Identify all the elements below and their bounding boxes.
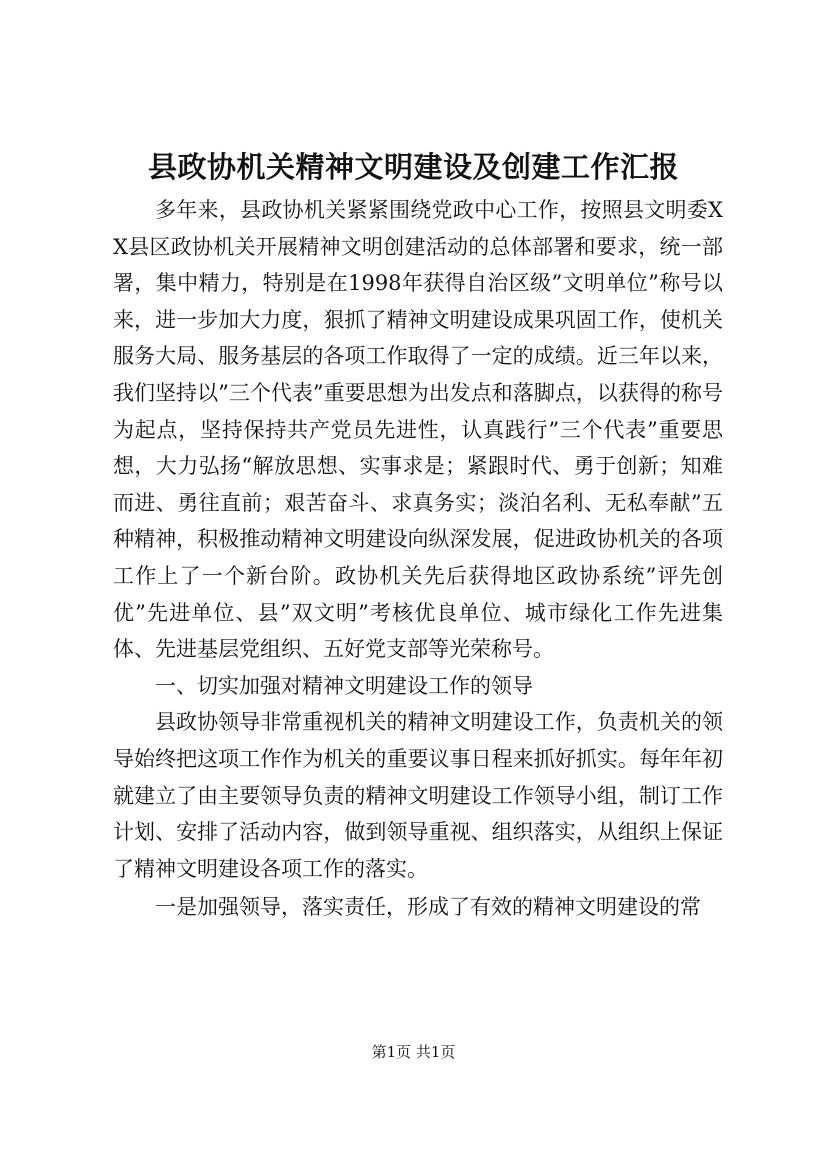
document-body	[113, 192, 723, 926]
paragraph-leadership: 县政协领导非常重视机关的精神文明建设工作，负责机关的领导始终把这项工作作为机关的重要议事日程来抓好抓实。每年年初就建立了由主要领导负责的精神文明建设工作领导小组，制订工作计划、安排了活动内容，做到领导重视、组织落实，从组织上保证了精神文明建设各项工作的落实。	[113, 710, 723, 881]
page-number-footer: 第1页 共1页	[371, 1043, 456, 1061]
paragraph-intro: 多年来，县政协机关紧紧围绕党政中心工作，按照县文明委XX县区政协机关开展精神文明创建活动的总体部署和要求，统一部署，集中精力，特别是在1998年获得自治区级”文明单位”称号以来，进一步加大力度，狠抓了精神文明建设成果巩固工作，使机关服务大局、服务基层的各项工作取得了一定的成绩。近三年以来，我们坚持以”三个代表”重要思想为出发点和落脚点，以获得的称号为起点，坚持保持共产党员先进性，认真践行”三个代表”重要思想，大力弘扬“解放思想、实事求是；紧跟时代、勇于创新；知难而进、勇往直前；艰苦奋斗、求真务实；淡泊名利、无私奉献”五种精神，积极推动精神文明建设向纵深发展，促进政协机关的各项工作上了一个新台阶。政协机关先后获得地区政协系统”评先创优”先进单位、县”双文明”考核优良单位、城市绿化工作先进集体、先进基层党组织、五好党支部等光荣称号。	[113, 198, 723, 662]
paragraph-point-one: 一是加强领导，落实责任，形成了有效的精神文明建设的常	[155, 895, 701, 920]
section-heading-1: 一、切实加强对精神文明建设工作的领导	[155, 673, 533, 698]
document-title: 县政协机关精神文明建设及创建工作汇报	[147, 150, 679, 184]
